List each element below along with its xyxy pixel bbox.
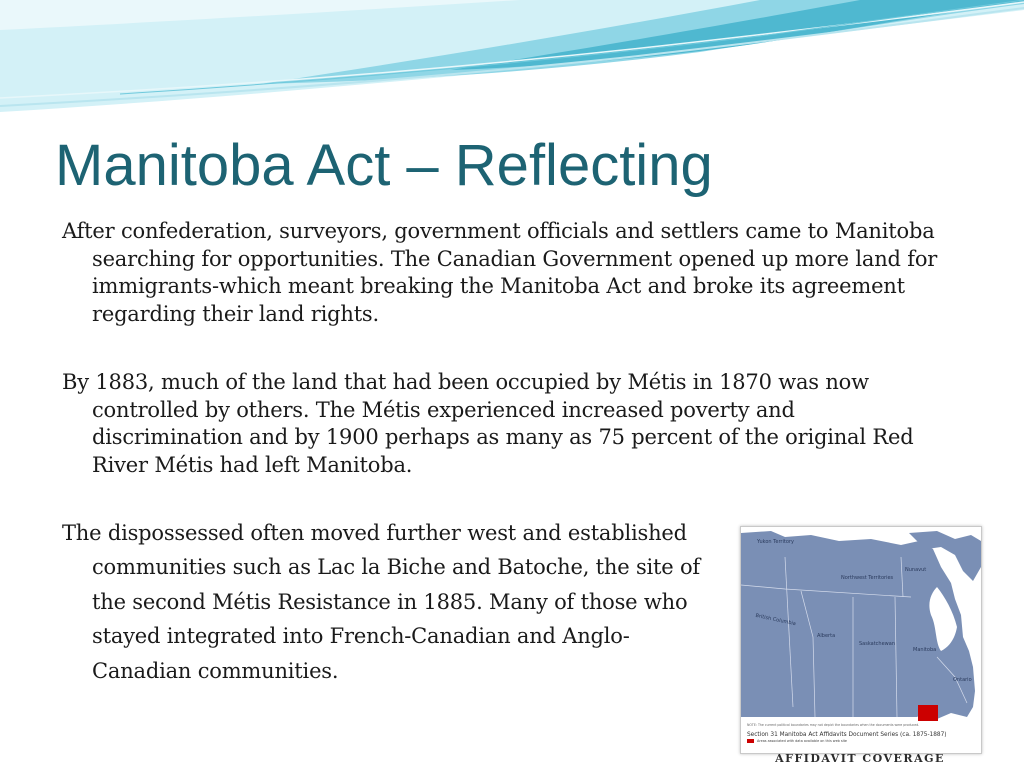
map-footer-title: AFFIDAVIT COVERAGE bbox=[775, 752, 945, 765]
map-label-nunavut: Nunavut bbox=[905, 567, 927, 573]
map-legend bbox=[747, 739, 973, 743]
canada-map-graphic bbox=[741, 527, 981, 753]
map-image bbox=[740, 526, 982, 754]
map-caption bbox=[747, 723, 973, 743]
map-label-ontario: Ontario bbox=[953, 677, 972, 683]
map-caption-title: Section 31 Manitoba Act Affidavits Document Series (ca. 1875-1887) bbox=[747, 732, 947, 738]
map-label-manitoba: Manitoba bbox=[913, 647, 937, 653]
map-label-saskatchewan: Saskatchewan bbox=[859, 641, 895, 647]
map-label-yukon: Yukon Territory bbox=[757, 539, 794, 545]
paragraph-1883: By 1883, much of the land that had been occupied by Métis in 1870 was now controlled by others. The Métis experienced increased poverty and discrimination and by 1900 perhaps as many as 75 percent of the original Red River Métis had left Manitoba. bbox=[62, 370, 914, 477]
map-label-northwest: Northwest Territories bbox=[841, 575, 894, 581]
map-label-bc: British Columbia bbox=[754, 612, 797, 628]
legend-label: Areas associated with data available on this web site bbox=[757, 739, 848, 743]
paragraph-confederation: After confederation, surveyors, government officials and settlers came to Manitoba searching for opportunities. The Canadian Government opened up more land for immigrants-which meant breaking the Manitoba Act and broke its agreement regarding their land rights. bbox=[62, 219, 938, 326]
paragraph-dispossessed: The dispossessed often moved further west and established communities such as Lac la Biche and Batoche, the site of the second Métis Resistance in 1885. Many of those who stayed integrated into French-Canadian and Anglo-Canadian communities. bbox=[62, 521, 700, 683]
top-wave-decoration bbox=[0, 0, 1024, 130]
map-note: NOTE: The current political boundaries may not depict the boundaries when the documents were produced. bbox=[747, 723, 920, 727]
highlighted-affidavit-area bbox=[918, 705, 938, 721]
legend-swatch-red bbox=[747, 739, 754, 743]
slide-title: Manitoba Act – Reflecting bbox=[55, 133, 713, 198]
affidavit-coverage-map bbox=[740, 526, 980, 768]
map-label-alberta: Alberta bbox=[817, 633, 836, 639]
